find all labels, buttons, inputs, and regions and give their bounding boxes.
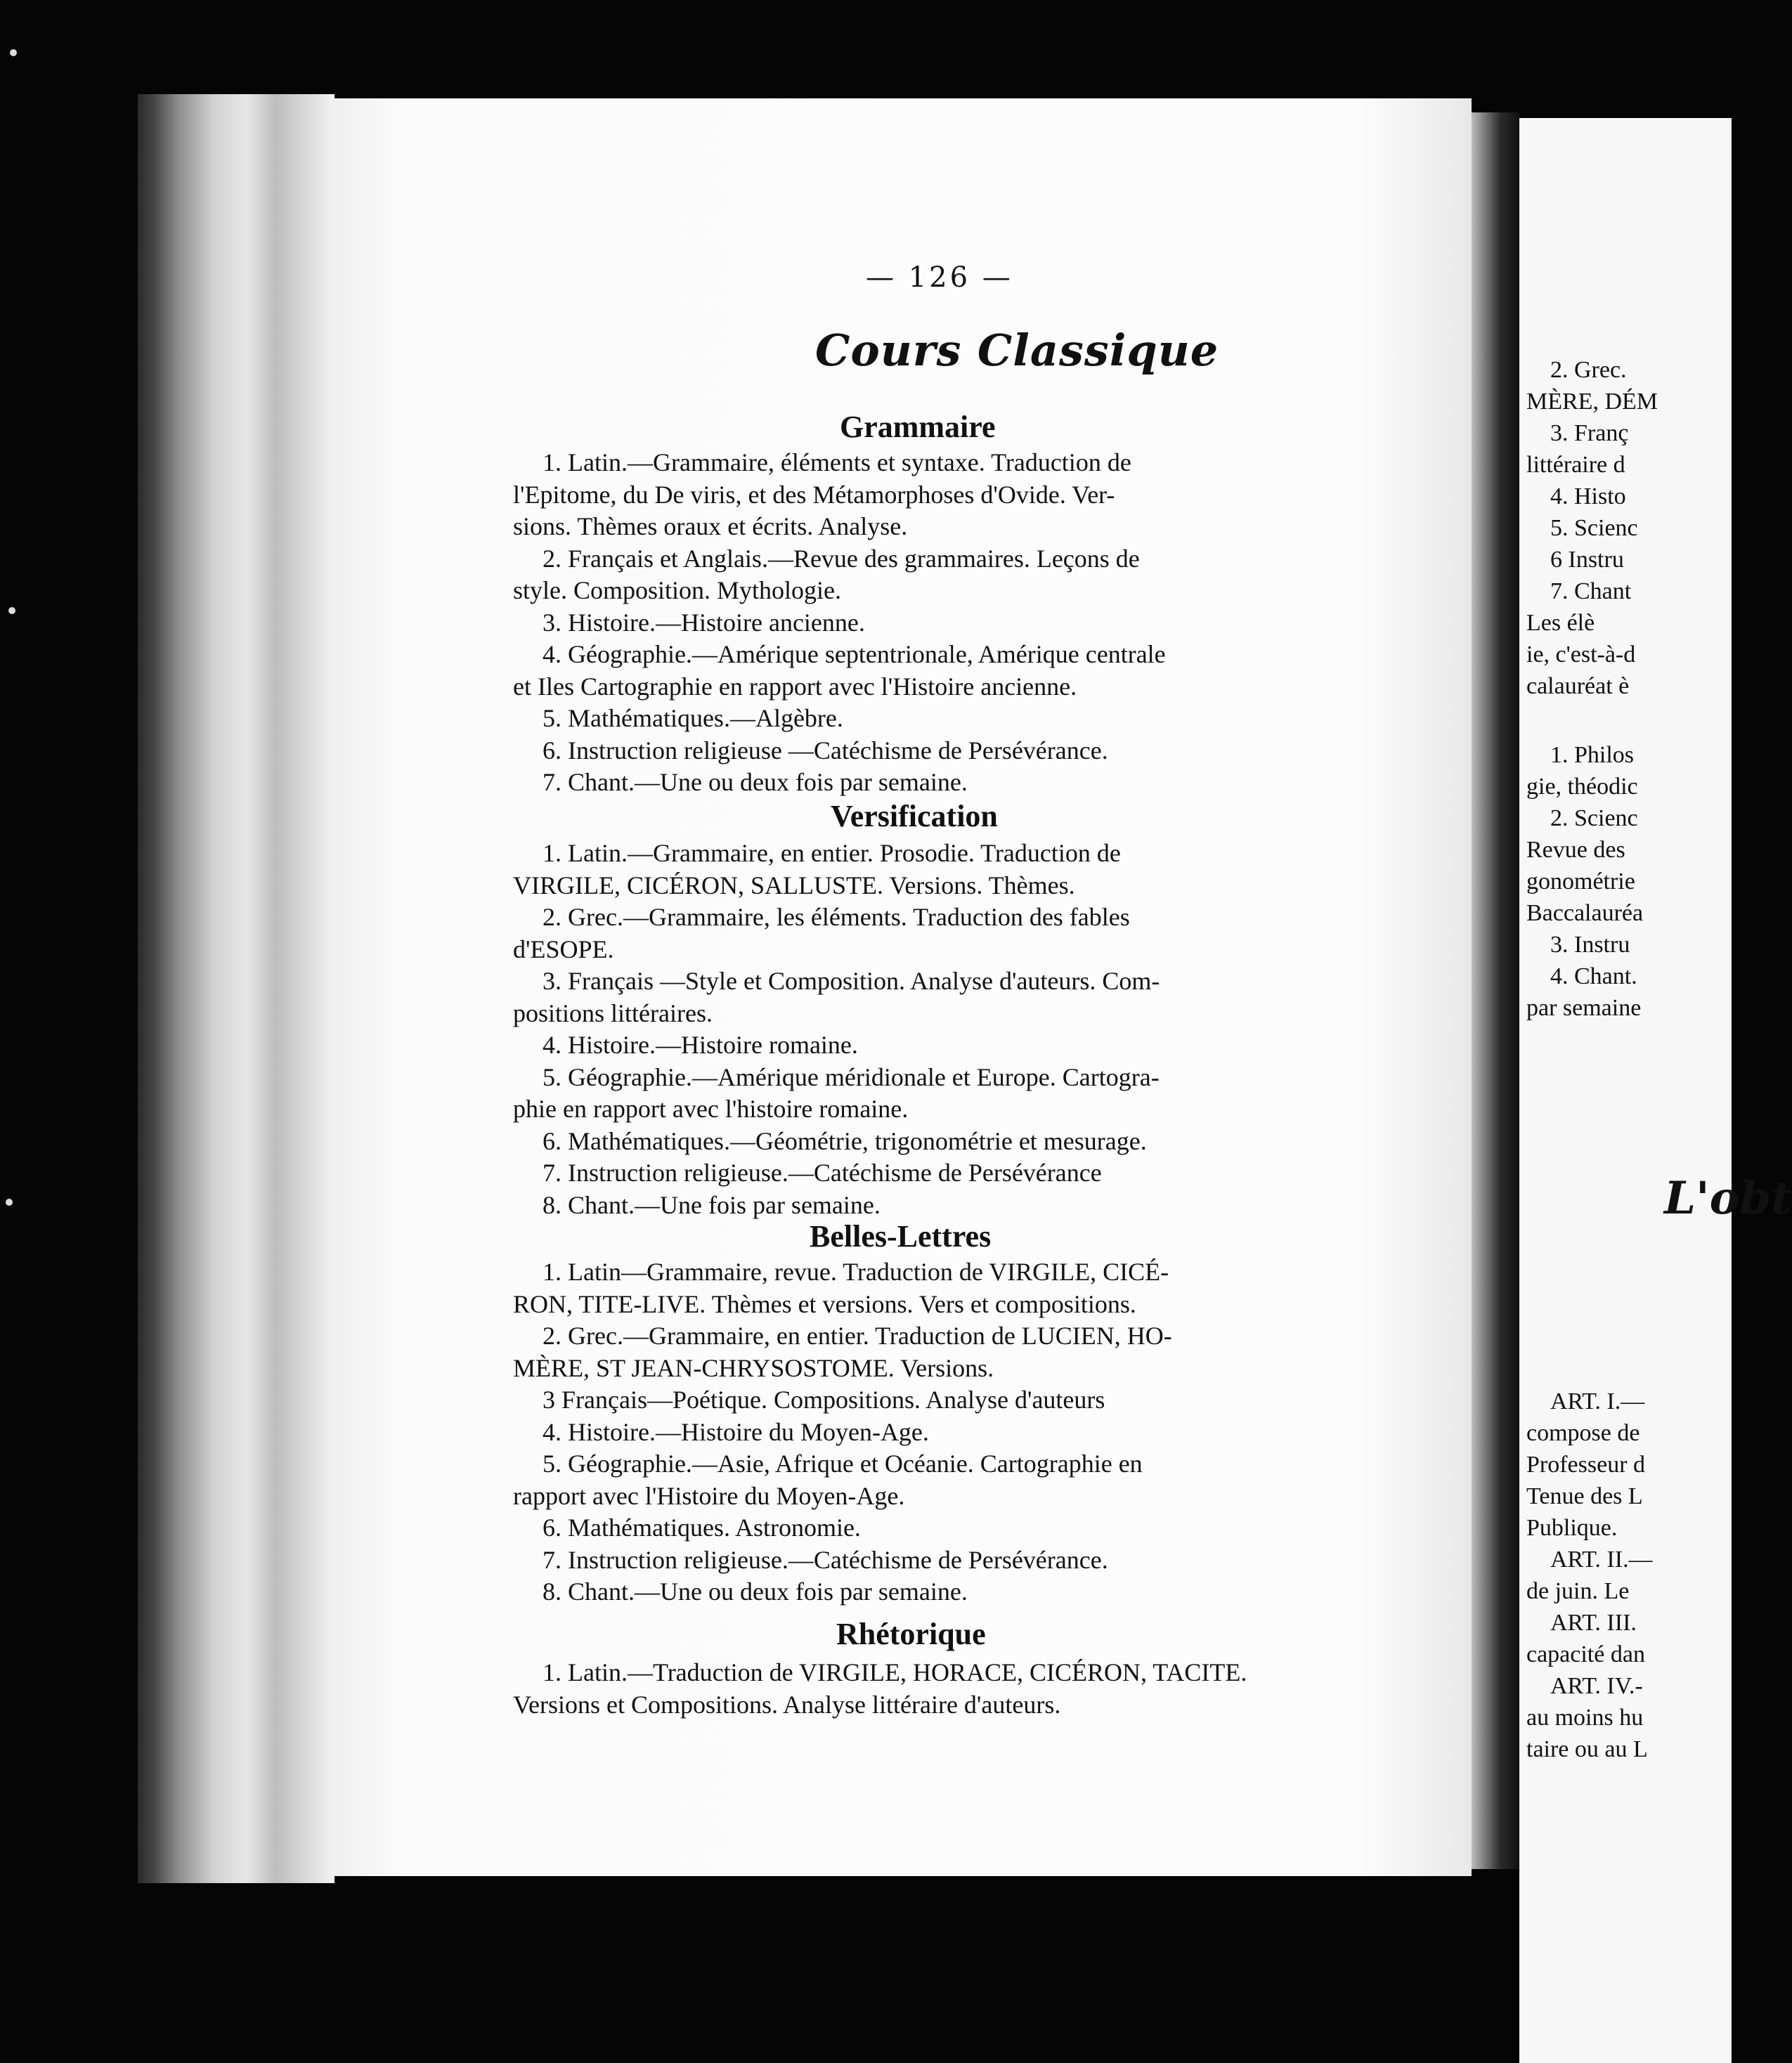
text-line: 4. Histoire.—Histoire romaine. — [543, 1031, 858, 1059]
text-line: 7. Instruction religieuse.—Catéchisme de Persévérance. — [543, 1545, 1108, 1574]
right-text-line: compose de — [1526, 1420, 1640, 1446]
right-text-line: taire ou au L — [1526, 1736, 1648, 1762]
text-line: 1. Latin.—Grammaire, éléments et syntaxe. Traduction de — [543, 448, 1131, 476]
text-line: 7. Chant.—Une ou deux fois par semaine. — [543, 768, 968, 796]
page-number: — 126 — — [866, 261, 1013, 294]
right-text-line: de juin. Le — [1526, 1578, 1630, 1604]
text-line: rapport avec l'Histoire du Moyen-Age. — [513, 1481, 905, 1510]
right-text-line: 2. Scienc — [1550, 805, 1638, 831]
right-text-line: calauréat è — [1526, 673, 1630, 699]
page-title: Cours Classique — [815, 325, 1219, 376]
text-line: 1. Latin.—Grammaire, en entier. Prosodie. Traduction de — [543, 839, 1121, 867]
section-heading: Grammaire — [840, 410, 996, 444]
right-text-line: 3. Franç — [1550, 420, 1629, 446]
right-text-line: 4. Histo — [1550, 483, 1626, 509]
right-text-line: ART. I.— — [1550, 1388, 1645, 1414]
right-text-line: Les élè — [1526, 610, 1595, 636]
text-line: 3 Français—Poétique. Compositions. Analyse d'auteurs — [543, 1386, 1105, 1414]
right-text-line: gie, théodic — [1526, 774, 1638, 800]
right-text-line: gonométrie — [1526, 868, 1635, 894]
text-line: 8. Chant.—Une fois par semaine. — [543, 1190, 881, 1219]
text-line: l'Epitome, du De viris, et des Métamorphoses d'Ovide. Ver- — [513, 480, 1115, 509]
text-line: 4. Histoire.—Histoire du Moyen-Age. — [543, 1417, 929, 1446]
speck — [8, 607, 15, 614]
text-line: Versions et Compositions. Analyse littéraire d'auteurs. — [513, 1690, 1061, 1719]
right-text-line: 4. Chant. — [1550, 963, 1637, 989]
text-line: 2. Grec.—Grammaire, les éléments. Traduction des fables — [543, 903, 1130, 931]
right-text-line: au moins hu — [1526, 1705, 1644, 1731]
text-line: 6. Mathématiques.—Géométrie, trigonométrie et mesurage. — [543, 1126, 1147, 1155]
book-gutter — [1472, 112, 1519, 1869]
text-line: 6. Mathématiques. Astronomie. — [543, 1514, 861, 1542]
text-line: RON, TITE-LIVE. Thèmes et versions. Vers et compositions. — [513, 1289, 1136, 1318]
right-text-line: 6 Instru — [1550, 547, 1624, 573]
text-line: VIRGILE, CICÉRON, SALLUSTE. Versions. Thèmes. — [513, 871, 1075, 899]
book-page-edges — [138, 94, 335, 1883]
right-text-line: 2. Grec. — [1550, 357, 1627, 383]
right-text-line: Publique. — [1526, 1515, 1618, 1541]
right-text-line: ART. III. — [1550, 1610, 1637, 1636]
text-line: et Iles Cartographie en rapport avec l'Histoire ancienne. — [513, 672, 1077, 701]
right-text-line: ie, c'est-à-d — [1526, 642, 1636, 668]
right-text-line: Tenue des L — [1526, 1483, 1643, 1509]
text-line: 3. Français —Style et Composition. Analyse d'auteurs. Com- — [543, 967, 1160, 995]
right-page — [1519, 118, 1792, 2063]
right-text-line: 5. Scienc — [1550, 515, 1638, 541]
text-line: 4. Géographie.—Amérique septentrionale, Amérique centrale — [543, 640, 1166, 668]
text-line: 1. Latin—Grammaire, revue. Traduction de VIRGILE, CICÉ- — [543, 1258, 1169, 1286]
text-line: d'ESOPE. — [513, 935, 614, 963]
right-text-line: littéraire d — [1526, 452, 1625, 478]
section-heading: Belles-Lettres — [810, 1219, 992, 1254]
text-line: phie en rapport avec l'histoire romaine. — [513, 1095, 909, 1123]
speck — [10, 49, 17, 56]
right-text-line: Baccalauréa — [1526, 900, 1644, 926]
text-line: 1. Latin.—Traduction de VIRGILE, HORACE, CICÉRON, TACITE. — [543, 1658, 1247, 1686]
text-line: style. Composition. Mythologie. — [513, 576, 842, 604]
text-line: 2. Français et Anglais.—Revue des grammaires. Leçons de — [543, 544, 1140, 573]
right-text-line: MÈRE, DÉM — [1526, 389, 1658, 415]
right-text-line: ART. II.— — [1550, 1547, 1653, 1573]
right-section-heading: L'obt — [1664, 1172, 1792, 1225]
right-text-line: capacité dan — [1526, 1641, 1645, 1667]
right-text-line: 3. Instru — [1550, 932, 1630, 958]
text-line: 5. Géographie.—Asie, Afrique et Océanie. Cartographie en — [543, 1450, 1143, 1478]
right-text-line: 7. Chant — [1550, 578, 1632, 604]
text-line: 7. Instruction religieuse.—Catéchisme de Persévérance — [543, 1159, 1102, 1187]
text-line: sions. Thèmes oraux et écrits. Analyse. — [513, 512, 908, 540]
right-text-line: 1. Philos — [1550, 742, 1635, 768]
text-line: 5. Géographie.—Amérique méridionale et Europe. Cartogra- — [543, 1062, 1160, 1091]
right-text-line: Revue des — [1526, 837, 1625, 863]
right-text-line: Professeur d — [1526, 1452, 1646, 1478]
speck — [6, 1199, 13, 1206]
right-text-line: ART. IV.- — [1550, 1673, 1643, 1699]
text-line: 5. Mathématiques.—Algèbre. — [543, 704, 843, 732]
text-line: 2. Grec.—Grammaire, en entier. Traduction de LUCIEN, HO- — [543, 1322, 1172, 1350]
text-line: 8. Chant.—Une ou deux fois par semaine. — [543, 1577, 968, 1606]
section-heading: Versification — [831, 799, 998, 833]
text-line: 3. Histoire.—Histoire ancienne. — [543, 608, 865, 637]
right-text-line: par semaine — [1526, 995, 1642, 1021]
text-line: positions littéraires. — [513, 998, 713, 1027]
section-heading: Rhétorique — [836, 1617, 986, 1651]
text-line: MÈRE, ST JEAN-CHRYSOSTOME. Versions. — [513, 1353, 994, 1382]
text-line: 6. Instruction religieuse —Catéchisme de Persévérance. — [543, 736, 1108, 764]
